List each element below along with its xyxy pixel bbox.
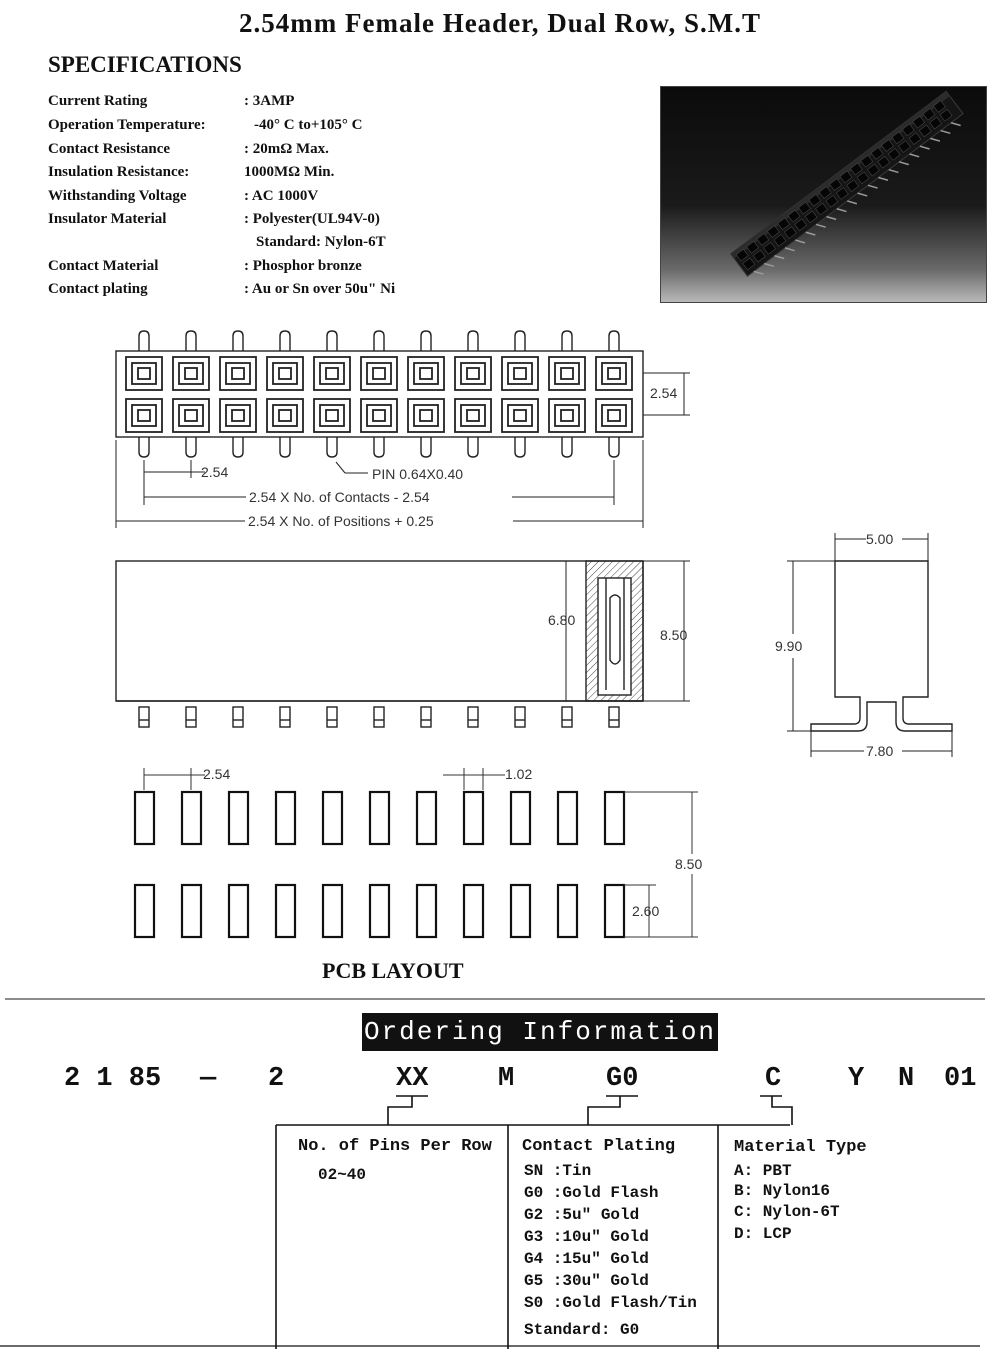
spec-value-contact-material: : Phosphor bronze (244, 258, 362, 274)
spec-value-withstanding-voltage: : AC 1000V (244, 188, 319, 204)
pcb-layout (135, 768, 698, 937)
ordering-leaders (0, 1000, 1000, 1349)
spec-value-contact-plating: : Au or Sn over 50u" Ni (244, 281, 396, 297)
plating-option: G2 :5u" Gold (524, 1206, 640, 1224)
dim-contacts-label: 2.54 X No. of Contacts - 2.54 (249, 489, 430, 505)
spec-value-current-rating: : 3AMP (244, 93, 295, 109)
part-number-rows: 2 (268, 1064, 285, 1094)
plating-option: S0 :Gold Flash/Tin (524, 1294, 697, 1312)
pcb-span-label: 8.50 (675, 856, 703, 872)
dim-pitch-label: 2.54 (201, 464, 229, 480)
end-view (787, 533, 952, 757)
spec-label-contact-material: Contact Material (48, 258, 159, 274)
spec-value-insulation-resistance: 1000MΩ Min. (244, 164, 335, 180)
specifications-heading: SPECIFICATIONS (48, 52, 242, 77)
part-number-y: Y (848, 1064, 865, 1094)
dim-body-height-label: 8.50 (660, 627, 688, 643)
spec-value-operation-temperature: -40° C to+105° C (254, 117, 363, 133)
spec-value-insulator-material: : Polyester(UL94V-0) (244, 211, 380, 227)
plating-heading: Contact Plating (522, 1137, 676, 1156)
material-heading: Material Type (734, 1138, 867, 1157)
spec-label-contact-resistance: Contact Resistance (48, 141, 171, 157)
spec-value-insulator-standard: Standard: Nylon-6T (256, 234, 386, 250)
pins-heading: No. of Pins Per Row (298, 1137, 492, 1156)
dim-end-width-label: 5.00 (866, 531, 894, 547)
part-number-mount: M (498, 1064, 515, 1094)
spec-label-insulator-material: Insulator Material (48, 211, 167, 227)
page-title: 2.54mm Female Header, Dual Row, S.M.T (239, 8, 761, 38)
part-number-plating: G0 (606, 1064, 639, 1094)
plating-option: SN :Tin (524, 1162, 592, 1180)
pcb-pad-width-label: 1.02 (505, 766, 533, 782)
part-number-n: N (898, 1064, 915, 1094)
material-option: B: Nylon16 (734, 1182, 831, 1200)
spec-label-insulation-resistance: Insulation Resistance: (48, 164, 190, 180)
part-number-suffix: 01 (944, 1064, 977, 1094)
spec-label-current-rating: Current Rating (48, 93, 148, 109)
plating-option: G5 :30u" Gold (524, 1272, 649, 1290)
pcb-pitch-label: 2.54 (203, 766, 231, 782)
plating-option: G3 :10u" Gold (524, 1228, 649, 1246)
ordering-title: Ordering Information (362, 1013, 718, 1051)
dim-row-pitch-label: 2.54 (650, 385, 678, 401)
pcb-pad-length-label: 2.60 (632, 903, 660, 919)
plating-option: G4 :15u" Gold (524, 1250, 649, 1268)
material-option: D: LCP (734, 1225, 792, 1243)
side-view (116, 561, 690, 727)
pcb-layout-label: PCB LAYOUT (322, 958, 464, 983)
part-number-material: C (765, 1064, 782, 1094)
dim-end-span-label: 7.80 (866, 743, 894, 759)
spec-value-contact-resistance: : 20mΩ Max. (244, 141, 329, 157)
material-option: A: PBT (734, 1162, 792, 1180)
dim-inner-height-label: 6.80 (548, 612, 576, 628)
part-number-pins: XX (396, 1064, 429, 1094)
plating-standard: Standard: G0 (524, 1321, 640, 1339)
part-number-series: 2 1 85 (64, 1064, 162, 1094)
part-number-dash: — (200, 1064, 217, 1094)
plating-option: G0 :Gold Flash (524, 1184, 659, 1202)
dim-end-height-label: 9.90 (775, 638, 803, 654)
material-option: C: Nylon-6T (734, 1203, 840, 1221)
dim-positions-label: 2.54 X No. of Positions + 0.25 (248, 513, 434, 529)
spec-label-withstanding-voltage: Withstanding Voltage (48, 188, 187, 204)
pin-size-label: PIN 0.64X0.40 (372, 466, 464, 482)
spec-label-operation-temperature: Operation Temperature: (48, 117, 206, 133)
spec-label-contact-plating: Contact plating (48, 281, 148, 297)
pins-range: 02~40 (318, 1166, 367, 1184)
